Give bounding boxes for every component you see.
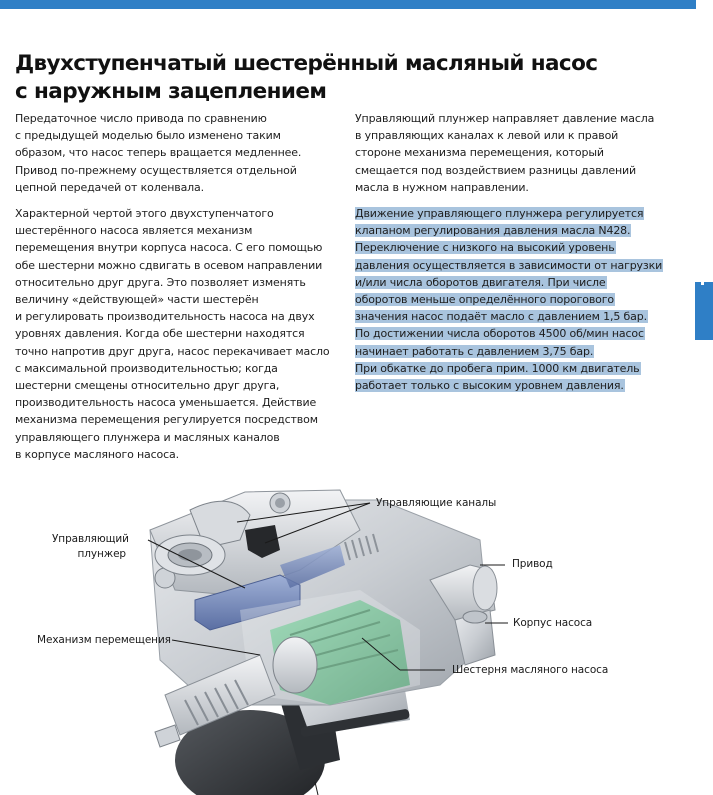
selected-text-line: давления осуществляется в зависимости от нагрузки — [355, 258, 663, 272]
text-line: относительно друг друга. Это позволяет изменять — [15, 275, 306, 289]
header-accent-bar — [0, 0, 696, 9]
label-control-channels: Управляющие каналы — [376, 497, 497, 509]
text-line: в управляющих каналах к левой или к правой — [355, 129, 619, 143]
text-line: с предыдущей моделью было изменено таким — [15, 129, 281, 143]
right-text-column — [355, 110, 675, 394]
selected-text-line: и/или числа оборотов двигателя. При числе — [355, 275, 606, 289]
text-line: производительность насоса уменьшается. Действие — [15, 396, 317, 410]
text-line: в корпусе масляного насоса. — [15, 447, 179, 461]
text-line: перемещения внутри корпуса насоса. С его помощью — [15, 241, 323, 255]
text-line: масла в нужном направлении. — [355, 180, 529, 194]
text-line: и регулировать производительность насоса на двух — [15, 310, 315, 324]
text-line: Привод по-прежнему осуществляется отдельной — [15, 163, 297, 177]
selected-text-line: Движение управляющего плунжера регулируется — [355, 207, 644, 221]
selected-text-line: оборотов меньше определённого порогового — [355, 293, 614, 307]
selected-text-line: клапаном регулирования давления масла N428. — [355, 224, 631, 238]
text-line: механизма перемещения регулируется посредством — [15, 413, 318, 427]
text-line: смещается под воздействием разницы давлений — [355, 163, 637, 177]
text-line: стороне механизма перемещения, который — [355, 146, 604, 160]
oil-pump-cutaway-illustration — [0, 470, 713, 795]
text-line: Характерной чертой этого двухступенчатого — [15, 207, 274, 221]
text-line: шестерённого насоса является механизм — [15, 224, 253, 238]
selected-text-paragraph[interactable] — [355, 205, 675, 394]
text-line: величину «действующей» части шестерён — [15, 293, 259, 307]
label-pump-housing: Корпус насоса — [513, 617, 593, 629]
text-line: точно напротив друг друга, насос перекачивает масло — [15, 344, 330, 358]
chapter-side-tab — [695, 282, 713, 340]
selected-text-line: Переключение с низкого на высокий уровень — [355, 241, 615, 255]
page-title — [15, 50, 635, 106]
paragraph-shift-mechanism[interactable] — [15, 205, 345, 463]
selected-text-line: значения насос подаёт масло с давлением 1,5 бар. — [355, 310, 647, 324]
label-drive: Привод — [512, 558, 553, 570]
title-line: с наружным зацеплением — [15, 79, 327, 104]
tab-notch — [701, 282, 704, 285]
selected-text-line: работает только с высоким уровнем давления. — [355, 379, 624, 393]
text-line: цепной передачей от коленвала. — [15, 180, 204, 194]
selected-text-line: При обкатке до пробега прим. 1000 км двигатель — [355, 361, 640, 375]
paragraph-control-plunger[interactable] — [355, 110, 675, 196]
label-oil-pump-gear: Шестерня масляного насоса — [452, 664, 609, 676]
paragraph-drive-ratio[interactable] — [15, 110, 345, 196]
callout-text: Управляющий — [52, 533, 129, 545]
left-text-column — [15, 110, 345, 463]
label-control-plunger — [52, 532, 129, 562]
text-line: Управляющий плунжер направляет давление масла — [355, 112, 655, 125]
callout-text: плунжер — [77, 548, 126, 560]
text-line: с максимальной производительностью; когда — [15, 361, 278, 375]
text-line: обе шестерни можно сдвигать в осевом направлении — [15, 258, 323, 272]
selected-text-line: По достижении числа оборотов 4500 об/мин насос — [355, 327, 644, 341]
text-line: образом, что насос теперь вращается медленнее. — [15, 146, 302, 160]
text-line: уровнях давления. Когда обе шестерни находятся — [15, 327, 305, 341]
label-shift-mechanism: Механизм перемещения — [37, 634, 171, 646]
text-line: шестерни смещены относительно друг друга, — [15, 379, 280, 393]
text-line: Передаточное число привода по сравнению — [15, 112, 267, 125]
text-line: управляющего плунжера и масляных каналов — [15, 430, 280, 444]
selected-text-line: начинает работать с давлением 3,75 бар. — [355, 344, 594, 358]
title-line: Двухступенчатый шестерённый масляный насос — [15, 51, 598, 76]
